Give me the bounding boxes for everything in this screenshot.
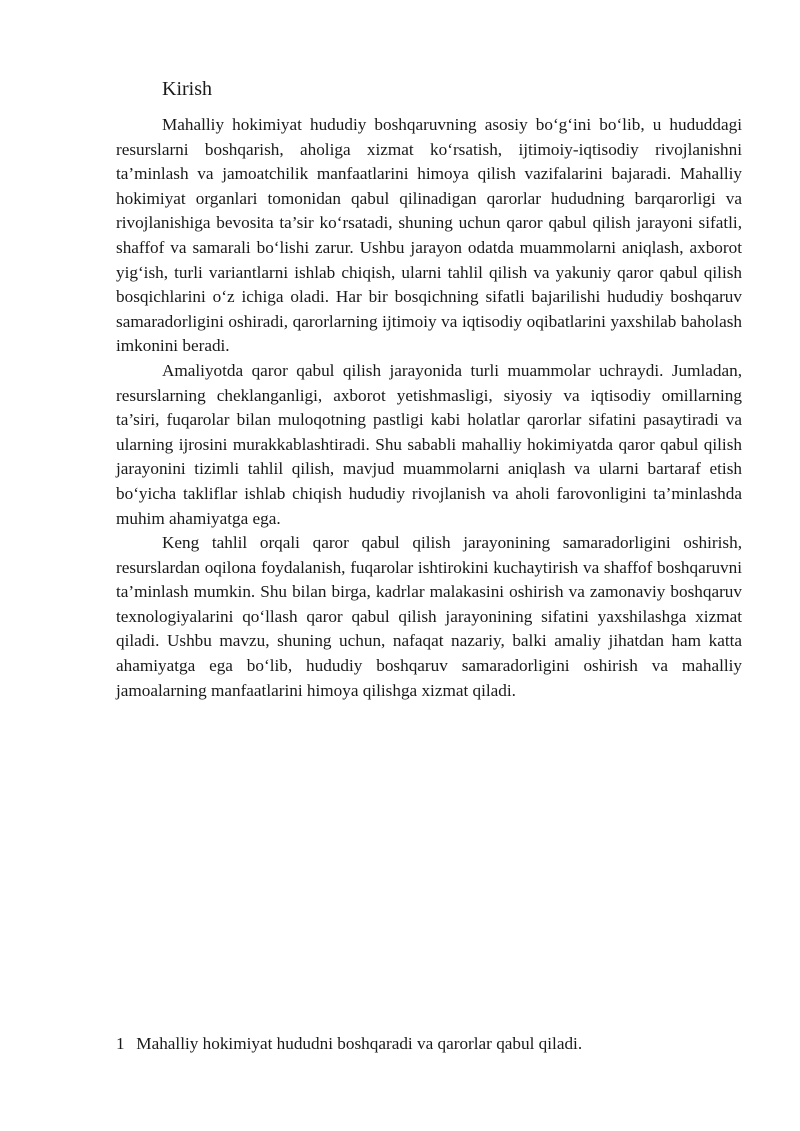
paragraph-2: Amaliyotda qaror qabul qilish jarayonida turli muammolar uchraydi. Jumladan, resurslarning cheklanganligi, axborot yetishmasligi, siyosiy va iqtisodiy omillarning ta’siri, fuqarolar bilan muloqotning pastligi kabi holatlar qarorlar sifatini pasaytiradi va ularning ijrosini murakkablashtiradi. Shu sababli mahalliy hokimiyatda qaror qabul qilish jarayonini tizimli tahlil qilish, mavjud muammolarni aniqlash va ularni bartaraf etish bo‘yicha takliflar ishlab chiqish hududiy rivojlanish va aholi farovonligini ta’minlashda muhim ahamiyatga ega.: [116, 360, 742, 528]
paragraph-1: Mahalliy hokimiyat hududiy boshqaruvning asosiy bo‘g‘ini bo‘lib, u hududdagi resurslarni boshqarish, aholiga xizmat ko‘rsatish, ijtimoiy-iqtisodiy rivojlanishni ta’minlash va jamoatchilik manfaatlarini himoya qilish vazifalarini bajaradi. Mahalliy hokimiyat organlari tomonidan qabul qilinadigan qarorlar hududning barqarorligi va rivojlanishiga bevosita ta’sir ko‘rsatadi, shuning uchun qaror qabul qilish jarayoni sifatli, shaffof va samarali bo‘lishi zarur. Ushbu jarayon odatda muammolarni aniqlash, axborot yig‘ish, turli variantlarni ishlab chiqish, ularni tahlil qilish va yakuniy qaror qabul qilish bosqichlarini o‘z ichiga oladi. Har bir bosqichning sifatli bajarilishi hududiy boshqaruv samaradorligini oshiradi, qarorlarning ijtimoiy va iqtisodiy oqibatlarini yaxshilab baholash imkonini beradi.: [116, 115, 742, 356]
footnote-number: 1: [116, 1034, 125, 1053]
footnote: [116, 1032, 756, 1056]
body-text: [116, 113, 742, 703]
footnote-text: Mahalliy hokimiyat hududni boshqaradi va qarorlar qabul qiladi.: [136, 1034, 583, 1053]
paragraph-3: Keng tahlil orqali qaror qabul qilish jarayonining samaradorligini oshirish, resurslardan oqilona foydalanish, fuqarolar ishtirokini kuchaytirish va shaffof boshqaruvni ta’minlash mumkin. Shu bilan birga, kadrlar malakasini oshirish va zamonaviy boshqaruv texnologiyalarini qo‘llash qaror qabul qilish jarayonining sifatini yaxshilashga xizmat qiladi. Ushbu mavzu, shuning uchun, nafaqat nazariy, balki amaliy jihatdan ham katta ahamiyatga ega bo‘lib, hududiy boshqaruv samaradorligini oshirish va mahalliy jamoalarning manfaatlarini himoya qilishga xizmat qiladi.: [116, 533, 742, 700]
section-heading: Kirish: [162, 78, 212, 100]
